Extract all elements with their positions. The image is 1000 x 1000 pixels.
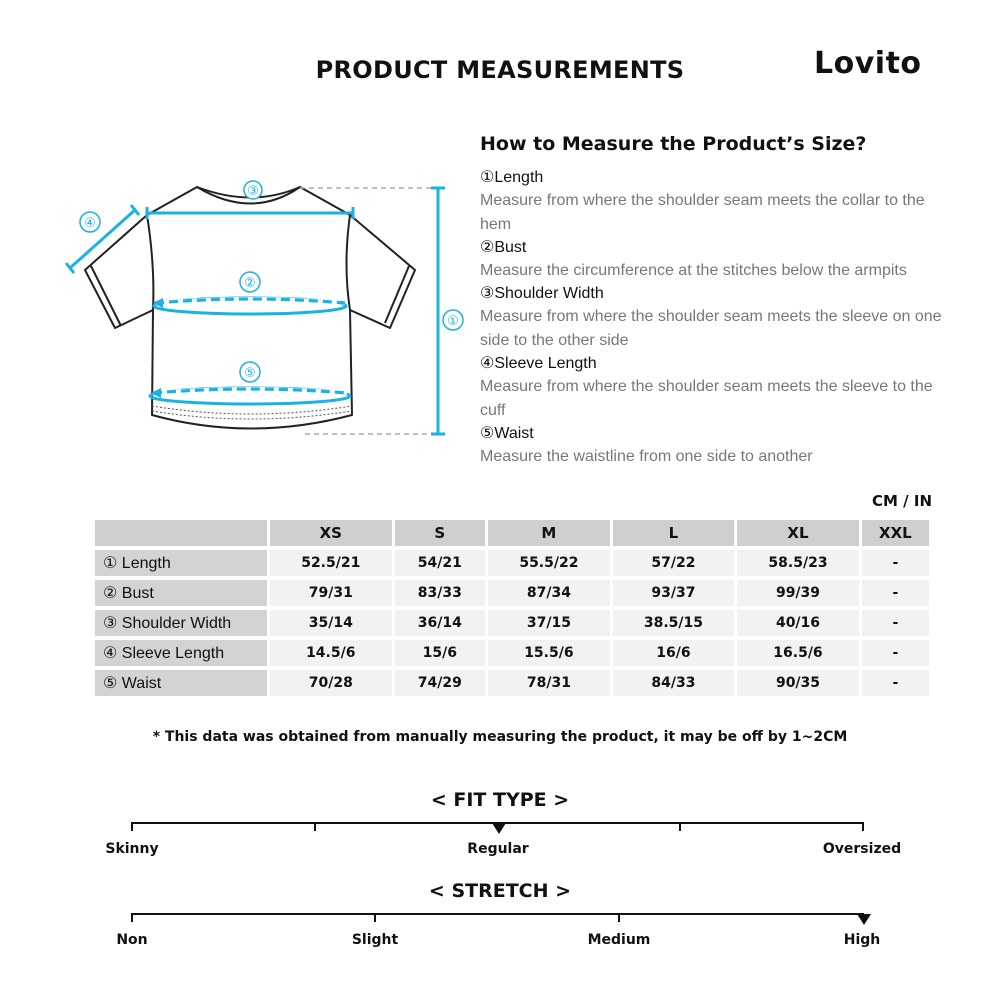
table-cell: 74/29 — [395, 670, 486, 696]
table-cell: 14.5/6 — [270, 640, 392, 666]
instructions-title: How to Measure the Product’s Size? — [480, 133, 867, 155]
row-header: ② Bust — [95, 580, 267, 606]
instruction-item-sleeve: ④Sleeve Length Measure from where the shoulder seam meets the sleeve to the cuff — [480, 355, 933, 419]
fit-label-skinny: Skinny — [105, 841, 159, 857]
diagram-label-bust: ② — [244, 276, 256, 291]
table-row — [95, 550, 929, 576]
table-cell: 93/37 — [613, 580, 735, 606]
diagram-label-sleeve: ④ — [84, 216, 96, 231]
table-cell: 54/21 — [395, 550, 486, 576]
table-cell: 90/35 — [737, 670, 859, 696]
stretch-title: < STRETCH > — [428, 880, 572, 902]
col-header: XXL — [862, 520, 929, 546]
col-header: M — [488, 520, 610, 546]
measurement-note: * This data was obtained from manually measuring the product, it may be off by 1~2CM — [152, 729, 848, 745]
diagram-label-waist: ⑤ — [244, 366, 256, 381]
table-row — [95, 610, 929, 636]
table-cell: - — [862, 610, 929, 636]
table-cell: - — [862, 550, 929, 576]
col-header: S — [395, 520, 486, 546]
table-cell: 84/33 — [613, 670, 735, 696]
col-header: XS — [270, 520, 392, 546]
table-cell: 16.5/6 — [737, 640, 859, 666]
table-header-row — [95, 520, 929, 546]
fit-type-marker — [492, 823, 506, 834]
table-corner — [95, 520, 267, 546]
stretch-label-medium: Medium — [587, 932, 651, 948]
table-cell: 16/6 — [613, 640, 735, 666]
units-label: CM / IN — [872, 492, 932, 510]
table-cell: - — [862, 640, 929, 666]
table-cell: 52.5/21 — [270, 550, 392, 576]
table-cell: 15/6 — [395, 640, 486, 666]
fit-type-tick — [679, 822, 681, 831]
row-header: ① Length — [95, 550, 267, 576]
stretch-line — [132, 913, 864, 915]
table-cell: 83/33 — [395, 580, 486, 606]
table-cell: 40/16 — [737, 610, 859, 636]
table-cell: 38.5/15 — [613, 610, 735, 636]
table-cell: 57/22 — [613, 550, 735, 576]
table-cell: 55.5/22 — [488, 550, 610, 576]
table-cell: 36/14 — [395, 610, 486, 636]
table-cell: 15.5/6 — [488, 640, 610, 666]
stretch-tick — [131, 913, 133, 922]
fit-label-oversized: Oversized — [822, 841, 902, 857]
measure-instructions — [480, 133, 950, 469]
diagram-label-length: ① — [447, 314, 459, 329]
row-header: ④ Sleeve Length — [95, 640, 267, 666]
table-cell: 78/31 — [488, 670, 610, 696]
instruction-item-length: ①Length Measure from where the shoulder seam meets the collar to the hem — [480, 169, 925, 233]
col-header: XL — [737, 520, 859, 546]
stretch-label-non: Non — [116, 932, 148, 948]
fit-label-regular: Regular — [467, 841, 529, 857]
fit-type-tick — [131, 822, 133, 831]
col-header: L — [613, 520, 735, 546]
table-row — [95, 670, 929, 696]
stretch-tick — [618, 913, 620, 922]
fit-type-title: < FIT TYPE > — [430, 789, 570, 811]
row-header: ⑤ Waist — [95, 670, 267, 696]
tshirt-diagram — [55, 170, 475, 450]
table-cell: - — [862, 580, 929, 606]
stretch-label-slight: Slight — [351, 932, 399, 948]
stretch-marker — [857, 914, 871, 925]
instruction-item-shoulder: ③Shoulder Width Measure from where the shoulder seam meets the sleeve on one side to the other side — [480, 285, 942, 349]
instruction-item-waist: ⑤Waist Measure the waistline from one side to another — [480, 425, 813, 465]
table-cell: 79/31 — [270, 580, 392, 606]
size-table — [92, 516, 932, 700]
table-cell: - — [862, 670, 929, 696]
instruction-item-bust: ②Bust Measure the circumference at the stitches below the armpits — [480, 239, 907, 279]
table-cell: 70/28 — [270, 670, 392, 696]
fit-type-tick — [314, 822, 316, 831]
table-cell: 37/15 — [488, 610, 610, 636]
page-title: PRODUCT MEASUREMENTS — [315, 56, 685, 84]
stretch-tick — [374, 913, 376, 922]
table-cell: 99/39 — [737, 580, 859, 606]
stretch-label-high: High — [843, 932, 881, 948]
fit-type-tick — [862, 822, 864, 831]
table-cell: 58.5/23 — [737, 550, 859, 576]
table-row — [95, 640, 929, 666]
diagram-label-shoulder: ③ — [247, 184, 259, 199]
row-header: ③ Shoulder Width — [95, 610, 267, 636]
table-cell: 35/14 — [270, 610, 392, 636]
table-cell: 87/34 — [488, 580, 610, 606]
brand-logo: Lovito — [814, 46, 922, 81]
table-row — [95, 580, 929, 606]
